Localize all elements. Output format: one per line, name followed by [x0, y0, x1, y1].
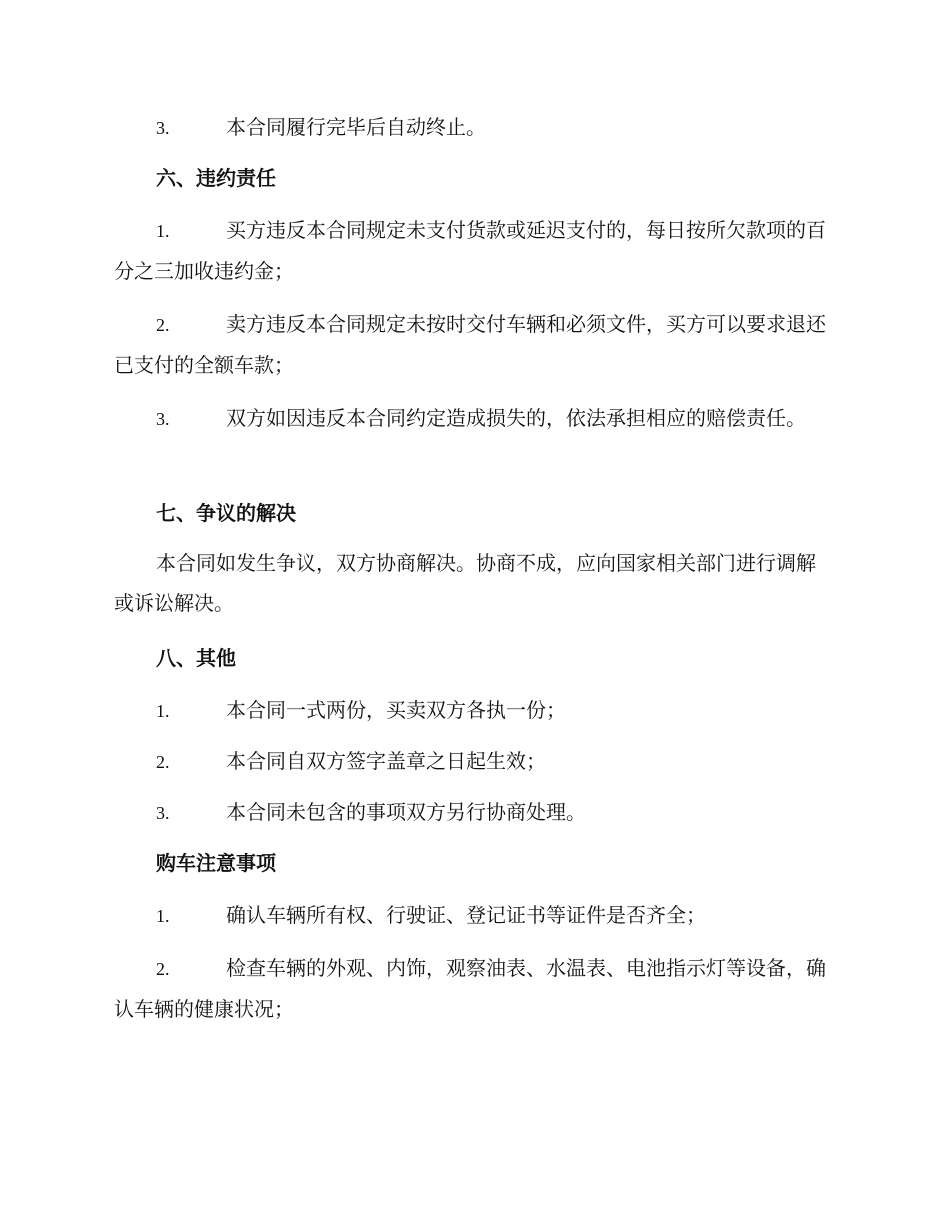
list-item-number: 1. [156, 906, 170, 926]
list-item [114, 107, 834, 148]
list-item-text: 本合同未包含的事项双方另行协商处理。 [226, 800, 586, 824]
list-item-number: 2. [156, 959, 170, 979]
list-item [114, 895, 834, 936]
list-item-number: 2. [156, 315, 170, 335]
list-item [114, 398, 834, 439]
list-item-text: 本合同自双方签字盖章之日起生效； [226, 749, 546, 773]
list-item-text: 确认车辆所有权、行驶证、登记证书等证件是否齐全； [226, 903, 706, 927]
list-item-text: 检查车辆的外观、内饰，观察油表、水温表、电池指示灯等设备，确认车辆的健康状况； [114, 956, 826, 1021]
list-item-number: 3. [156, 803, 170, 823]
list-item [114, 690, 834, 731]
list-item-number: 3. [156, 409, 170, 429]
list-item-text: 双方如因违反本合同约定造成损失的，依法承担相应的赔偿责任。 [226, 406, 806, 430]
list-item-text: 本合同一式两份，买卖双方各执一份； [226, 698, 566, 722]
paragraph: 本合同如发生争议，双方协商解决。协商不成，应向国家相关部门进行调解或诉讼解决。 [114, 551, 816, 615]
list-item [114, 304, 834, 385]
list-item-text: 买方违反本合同规定未支付货款或延迟支付的，每日按所欠款项的百分之三加收违约金； [114, 218, 826, 283]
list-item [114, 741, 834, 782]
list-item-number: 3. [156, 118, 170, 138]
list-item-text: 本合同履行完毕后自动终止。 [226, 115, 486, 139]
list-item-text: 卖方违反本合同规定未按时交付车辆和必须文件，买方可以要求退还已支付的全额车款； [114, 312, 826, 377]
list-item-number: 2. [156, 752, 170, 772]
list-item [114, 948, 834, 1029]
list-item-number: 1. [156, 701, 170, 721]
section-heading-breach: 六、违约责任 [156, 166, 276, 190]
list-item-number: 1. [156, 221, 170, 241]
section-heading-dispute: 七、争议的解决 [156, 501, 296, 525]
list-item [114, 792, 834, 833]
section-heading-purchase-notes: 购车注意事项 [156, 851, 276, 875]
section-heading-other: 八、其他 [156, 646, 236, 670]
list-item [114, 210, 834, 291]
